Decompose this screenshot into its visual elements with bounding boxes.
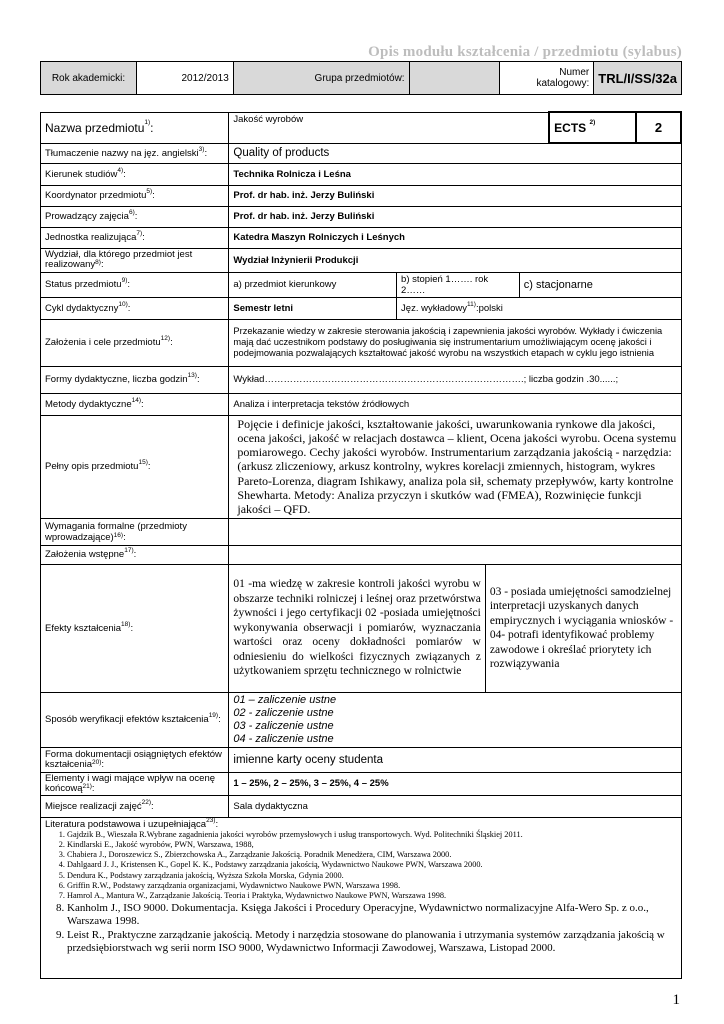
status-b: b) stopień 1……. rok 2…… [397,272,520,297]
syllabus-table [40,111,682,979]
literatura-item: 4. Dahlgaard J. J., Kristensen K., Gopel K. K., Podstawy zarządzania jakością, Wydawnictwo Naukowe PWN, Warszawa 2000. [67,860,677,870]
formy-label: Formy dydaktyczne, liczba godzin$^{13)}$: [41,366,229,393]
top-info-table [40,61,682,95]
ects-value: 2 [636,112,681,143]
sposob-line: 04 - zaliczenie ustne [233,732,334,745]
literatura-item: 9. Leist R., Praktyczne zarządzanie jakością. Metody i narzędzia stosowane do planowania i utrzymania systemów zarządzania jakością w przedsiębiorstwach wg serii norm ISO 9000, Wydawnictwo Informacji Zawodowej, Warszawa, Listopad 2000. [67,929,677,956]
literatura-list [45,830,677,956]
grupa-przedmiotow-value [409,62,500,95]
literatura-cell [41,817,682,978]
sposob-line: 03 - zaliczenie ustne [233,719,334,732]
efekty-right: 03 - posiada umiejętności samodzielnej interpretacji uzyskanych danych empirycznych i wyciągania wniosków - 04- potrafi identyfikować problemy zawodowe i określać priorytety ich rozwiązywania [485,564,681,692]
status-label: Status przedmiotu$^{9)}$: [41,272,229,297]
literatura-label: Literatura podstawowa i uzupełniająca$^{23)}$: [45,816,219,830]
tlumaczenie-value: Quality of products [229,143,681,163]
pelny-opis-value: Pojęcie i definicje jakości, kształtowanie jakości, uwarunkowania rynkowe dla jakości, ocena jakości, jakość w relacjach dostawca – klient, Ocena jakości wyrobu. Ocena systemu pomiarowego. Cechy jakości wyrobów. Instrumentarium zarządzania jakością - narzędzia: (arkusz zliczeniowy, arkusz kontrolny, wykres korelacji zmiennych, histogram, wykres Pareto-Lorenza, diagram Ishikawy, analiza pola sił, schematy przepływów, karty kontrolne Shewharta. Metody: Analiza przyczyn i skutków wad (FMEA), Rozwinięcie funkcji jakości – QFD. [229,415,681,518]
literatura-item: 3. Chabiera J., Doroszewicz S., Zbierzchowska A., Zarządzanie Jakością. Poradnik Menedżera, CIM, Warszawa 2000. [67,850,677,860]
miejsce-value: Sala dydaktyczna [229,795,681,817]
kierunek-label: Kierunek studiów$^{4)}$: [41,163,229,185]
zalozenia-cele-value: Przekazanie wiedzy w zakresie sterowania jakością i zapewnienia jakości wyrobów. Wykłady i ćwiczenia mają dać uczestnikom podstawy do posługiwania się instrumentarium umożliwiającym ocenę jakości i podejmowania pozwalających kształtować jakość wyrobu na wszystkich etapach w cyklu jego istnienia [229,319,681,366]
koordynator-value: Prof. dr hab. inż. Jerzy Buliński [229,185,681,206]
zalozenia-cele-label: Założenia i cele przedmiotu$^{12)}$: [41,319,229,366]
jednostka-value: Katedra Maszyn Rolniczych i Leśnych [229,227,681,248]
sposob-label: Sposób weryfikacji efektów kształcenia$^{19)}$: [41,692,229,747]
ects-label: ECTS $^{2)}$ [549,112,636,143]
status-a: a) przedmiot kierunkowy [229,272,397,297]
kierunek-value: Technika Rolnicza i Leśna [229,163,681,185]
literatura-item: 1. Gajdzik B., Wieszała R.Wybrane zagadnienia jakości wyrobów przemysłowych i usług transportowych. Wyd. Politechniki Śląskiej 2011. [67,830,677,840]
miejsce-label: Miejsce realizacji zajęć$^{22)}$: [41,795,229,817]
sposob-value [229,692,681,747]
row-nazwa [41,112,682,143]
numer-katalogowy-label: Numer katalogowy: [500,62,594,95]
cykl-value: Semestr letni [229,297,397,319]
metody-label: Metody dydaktyczne$^{14)}$: [41,393,229,415]
literatura-item: 5. Dendura K., Podstawy zarządzania jakością, Wyższa Szkoła Morska, Gdynia 2000. [67,871,677,881]
prowadzacy-label: Prowadzący zajęcia$^{6)}$: [41,206,229,227]
rok-akademicki-value: 2012/2013 [136,62,233,95]
koordynator-label: Koordynator przedmiotu$^{5)}$: [41,185,229,206]
literatura-item: 2. Kindlarski E., Jakość wyrobów, PWN, Warszawa, 1988, [67,840,677,850]
cykl-label: Cykl dydaktyczny$^{10)}$: [41,297,229,319]
efekty-label: Efekty kształcenia$^{18)}$: [41,564,229,692]
jednostka-label: Jednostka realizująca$^{7)}$: [41,227,229,248]
efekty-left: 01 -ma wiedzę w zakresie kontroli jakości wyrobu w obszarze techniki rolniczej i leśnej oraz przetwórstwa żywności i jego certyfikacji 02 -posiada umiejętności wykonywania obserwacji i pomiarów, wyznaczania wartości oraz oceny dokładności pomiarów w odniesieniu do wielkości fizycznych związanych z użytkowaniem sprzętu technicznego w rolnictwie [229,564,485,692]
pelny-opis-label: Pełny opis przedmiotu$^{15)}$: [41,415,229,518]
elementy-value: 1 – 25%, 2 – 25%, 3 – 25%, 4 – 25% [229,772,681,795]
formy-value: Wykład……………………………………………………………………….; liczba godzin .30......; [229,366,681,393]
document-title: Opis modułu kształcenia / przedmiotu (sylabus) [368,44,682,60]
page-number: 1 [672,992,680,1008]
sposob-line: 01 – zaliczenie ustne [233,693,337,706]
wydzial-label: Wydział, dla którego przedmiot jest realizowany$^{8)}$: [41,248,229,272]
forma-dok-label: Forma dokumentacji osiągniętych efektów kształcenia$^{20)}$: [41,747,229,772]
nazwa-label: Nazwa przedmiotu$^{1)}$: [41,112,229,143]
jezyk-wykladowy: Jęz. wykładowy$^{11)}$:polski [397,297,681,319]
wymagania-label: Wymagania formalne (przedmioty wprowadzające)$^{16)}$: [41,518,229,545]
rok-akademicki-label: Rok akademicki: [41,62,137,95]
tlumaczenie-label: Tłumaczenie nazwy na jęz. angielski$^{3)}$: [41,143,229,163]
literatura-item: 6. Griffin R.W., Podstawy zarządzania organizacjami, Wydawnictwo Naukowe PWN, Warszawa 1998. [67,881,677,891]
numer-katalogowy-value: TRL/I/SS/32a [594,62,682,95]
nazwa-value: Jakość wyrobów [229,112,549,143]
status-c: c) stacjonarne [519,272,681,297]
grupa-przedmiotow-label: Grupa przedmiotów: [233,62,409,95]
prowadzacy-value: Prof. dr hab. inż. Jerzy Buliński [229,206,681,227]
literatura-item: 8. Kanholm J., ISO 9000. Dokumentacja. Księga Jakości i Procedury Operacyjne, Wydawnictwo normalizacyjne Alfa-Wero Sp. z o.o., Warszawa 1998. [67,902,677,929]
zalozenia-wstepne-label: Założenia wstępne$^{17)}$: [41,545,229,564]
wydzial-value: Wydział Inżynierii Produkcji [229,248,681,272]
forma-dok-value: imienne karty oceny studenta [229,747,681,772]
elementy-label: Elementy i wagi mające wpływ na ocenę końcową$^{21)}$: [41,772,229,795]
sposob-line: 02 - zaliczenie ustne [233,706,334,719]
literatura-item: 7. Hamrol A., Mantura W., Zarządzanie Jakością. Teoria i Praktyka, Wydawnictwo Naukowe PWN, Warszawa 1998. [67,891,677,901]
metody-value: Analiza i interpretacja tekstów źródłowych [229,393,681,415]
wymagania-value [229,518,681,545]
zalozenia-wstepne-value [229,545,681,564]
